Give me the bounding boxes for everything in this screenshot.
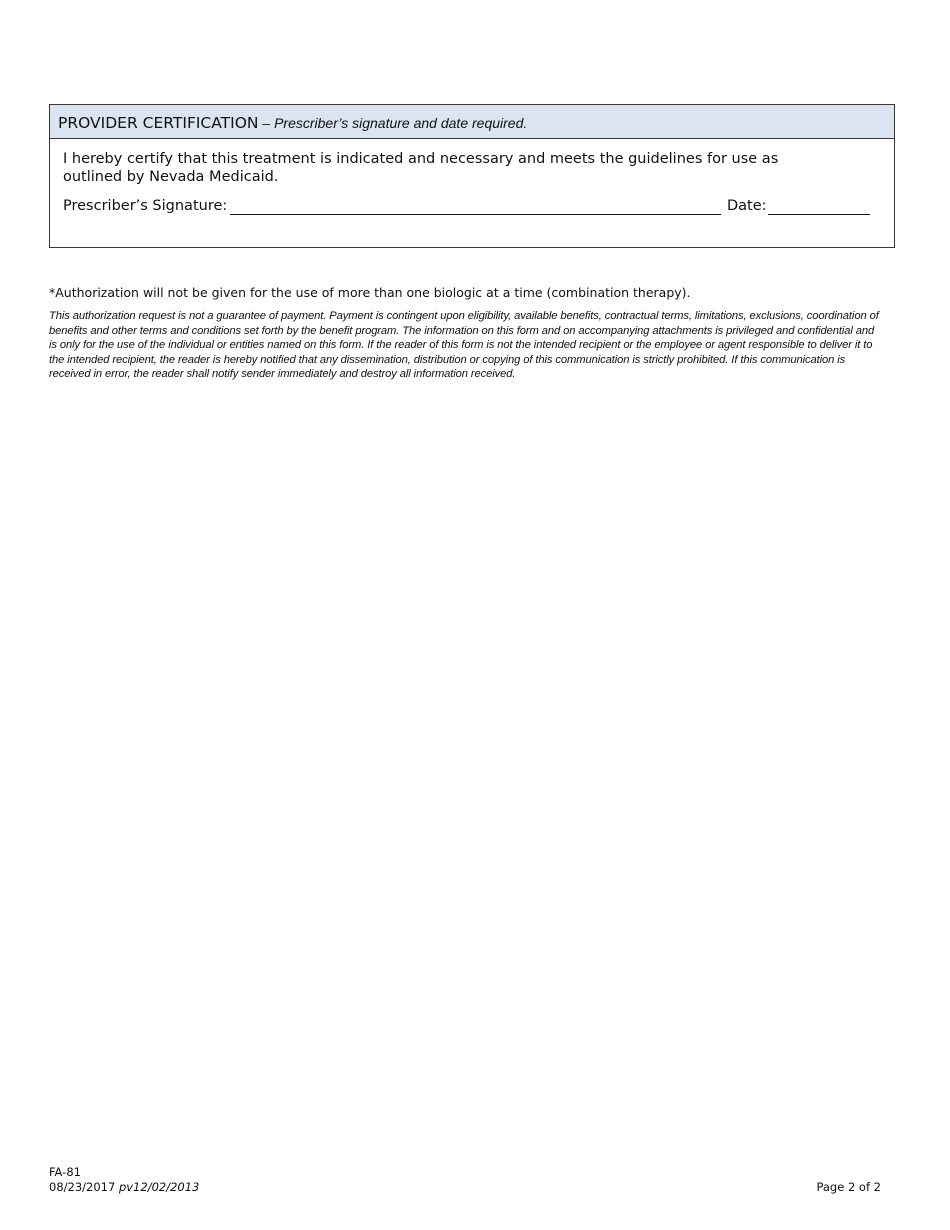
section-subtitle: – Prescriber’s signature and date required. xyxy=(258,115,528,131)
certification-statement: I hereby certify that this treatment is indicated and necessary and meets the guidelines for use as outlined by Nevada Medicaid. xyxy=(63,151,779,185)
previous-version: pv12/02/2013 xyxy=(118,1180,200,1194)
section-title: PROVIDER CERTIFICATION xyxy=(58,114,259,132)
authorization-note: *Authorization will not be given for the use of more than one biologic at a time (combination therapy). xyxy=(49,285,691,300)
signature-field[interactable] xyxy=(230,214,721,215)
form-revision xyxy=(49,1180,199,1195)
signature-row xyxy=(63,198,871,218)
signature-label: Prescriber’s Signature: xyxy=(63,198,228,214)
form-number: FA-81 xyxy=(49,1165,81,1179)
provider-certification-section xyxy=(49,104,895,248)
date-label: Date: xyxy=(727,198,767,214)
provider-certification-header xyxy=(50,105,894,139)
date-field[interactable] xyxy=(768,214,870,215)
form-identifier xyxy=(49,1165,199,1195)
disclaimer-text: This authorization request is not a guarantee of payment. Payment is contingent upon eligibility, available benefits, contractual terms, limitations, exclusions, coordination of benefits and other terms and conditions set forth by the benefit program. The information on this form and on accompanying attachments is privileged and confidential and is only for the use of the individual or entities named on this form. If the reader of this form is not the intended recipient or the employee or agent responsible to deliver it to the intended recipient, the reader is hereby notified that any dissemination, distribution or copying of this communication is strictly prohibited. If this communication is received in error, the reader shall notify sender immediately and destroy all information received. xyxy=(49,310,879,381)
page-indicator: Page 2 of 2 xyxy=(816,1180,881,1194)
revision-date: 08/23/2017 xyxy=(49,1180,116,1194)
